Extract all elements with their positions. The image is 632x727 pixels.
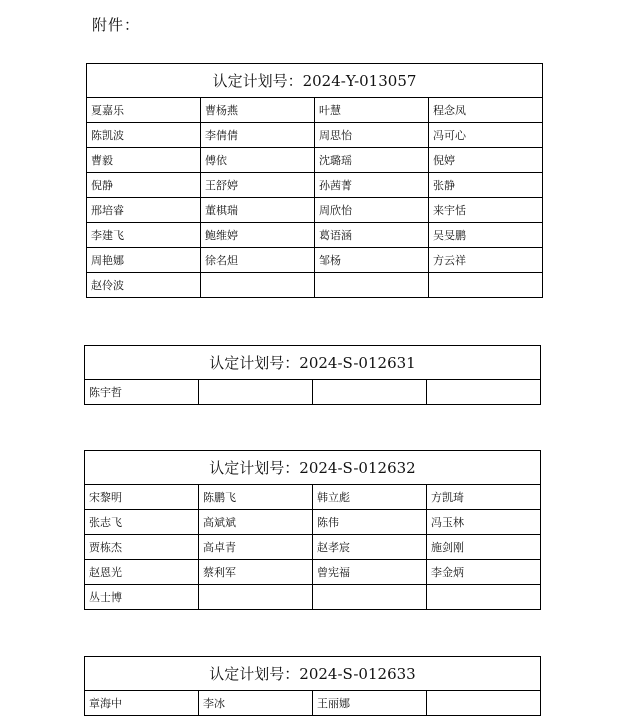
name-cell: 沈璐瑶 [315,148,429,173]
name-cell: 方凯琦 [427,485,541,510]
name-cell [313,585,427,610]
name-cell: 宋黎明 [85,485,199,510]
table-row [87,123,543,148]
table-row [85,535,541,560]
name-cell: 贾栋杰 [85,535,199,560]
table-row [85,485,541,510]
name-cell: 张静 [429,173,543,198]
name-cell: 方云祥 [429,248,543,273]
table-row [85,380,541,405]
name-cell: 曹杨燕 [201,98,315,123]
name-cell: 丛士博 [85,585,199,610]
name-cell: 周艳娜 [87,248,201,273]
name-cell [427,380,541,405]
name-cell [427,691,541,716]
name-cell: 高卓青 [199,535,313,560]
attachment-label: 附件： [92,16,141,34]
name-cell: 陈伟 [313,510,427,535]
name-cell: 徐名炟 [201,248,315,273]
table-row [85,691,541,716]
name-cell: 程念凤 [429,98,543,123]
name-cell: 夏嘉乐 [87,98,201,123]
plan-title: 认定计划号：2024-S-012632 [85,451,541,485]
table-row [85,585,541,610]
name-cell: 周思怡 [315,123,429,148]
plan-table [84,656,541,716]
name-cell [313,380,427,405]
name-cell: 曾宪福 [313,560,427,585]
name-cell: 李冰 [199,691,313,716]
table-row [87,198,543,223]
name-cell: 邢培睿 [87,198,201,223]
name-cell: 李金炳 [427,560,541,585]
name-cell: 陈宇哲 [85,380,199,405]
name-cell: 赵伶波 [87,273,201,298]
table-row [85,560,541,585]
name-cell: 冯可心 [429,123,543,148]
name-cell: 王舒婷 [201,173,315,198]
name-cell: 吴旻鹏 [429,223,543,248]
table-row [87,223,543,248]
plan-table [86,63,543,298]
name-cell: 陈鹏飞 [199,485,313,510]
name-cell: 邹杨 [315,248,429,273]
name-cell: 施剑刚 [427,535,541,560]
name-cell [201,273,315,298]
name-cell: 章海中 [85,691,199,716]
name-cell: 赵孝宸 [313,535,427,560]
name-cell [427,585,541,610]
name-cell: 王丽娜 [313,691,427,716]
name-cell: 孙茜菁 [315,173,429,198]
table-row [87,98,543,123]
plan-title: 认定计划号：2024-S-012633 [85,657,541,691]
name-cell: 叶慧 [315,98,429,123]
name-cell: 李建飞 [87,223,201,248]
name-cell [199,585,313,610]
name-cell: 李倩倩 [201,123,315,148]
name-cell: 倪静 [87,173,201,198]
table-row [87,148,543,173]
name-cell: 赵恩光 [85,560,199,585]
name-cell: 来宇恬 [429,198,543,223]
name-cell: 高斌斌 [199,510,313,535]
name-cell: 张志飞 [85,510,199,535]
table-row [87,173,543,198]
table-row [87,248,543,273]
plan-title: 认定计划号：2024-Y-013057 [87,64,543,98]
name-cell: 冯玉林 [427,510,541,535]
table-row [85,510,541,535]
name-cell [429,273,543,298]
plan-table [84,345,541,405]
name-cell: 周欣怡 [315,198,429,223]
name-cell: 董棋瑞 [201,198,315,223]
table-row [87,273,543,298]
name-cell: 倪婷 [429,148,543,173]
name-cell [315,273,429,298]
name-cell: 蔡利军 [199,560,313,585]
name-cell [199,380,313,405]
name-cell: 韩立彪 [313,485,427,510]
name-cell: 傅依 [201,148,315,173]
name-cell: 曹毅 [87,148,201,173]
plan-table [84,450,541,610]
plan-title: 认定计划号：2024-S-012631 [85,346,541,380]
name-cell: 葛语涵 [315,223,429,248]
name-cell: 鲍维婷 [201,223,315,248]
name-cell: 陈凯波 [87,123,201,148]
